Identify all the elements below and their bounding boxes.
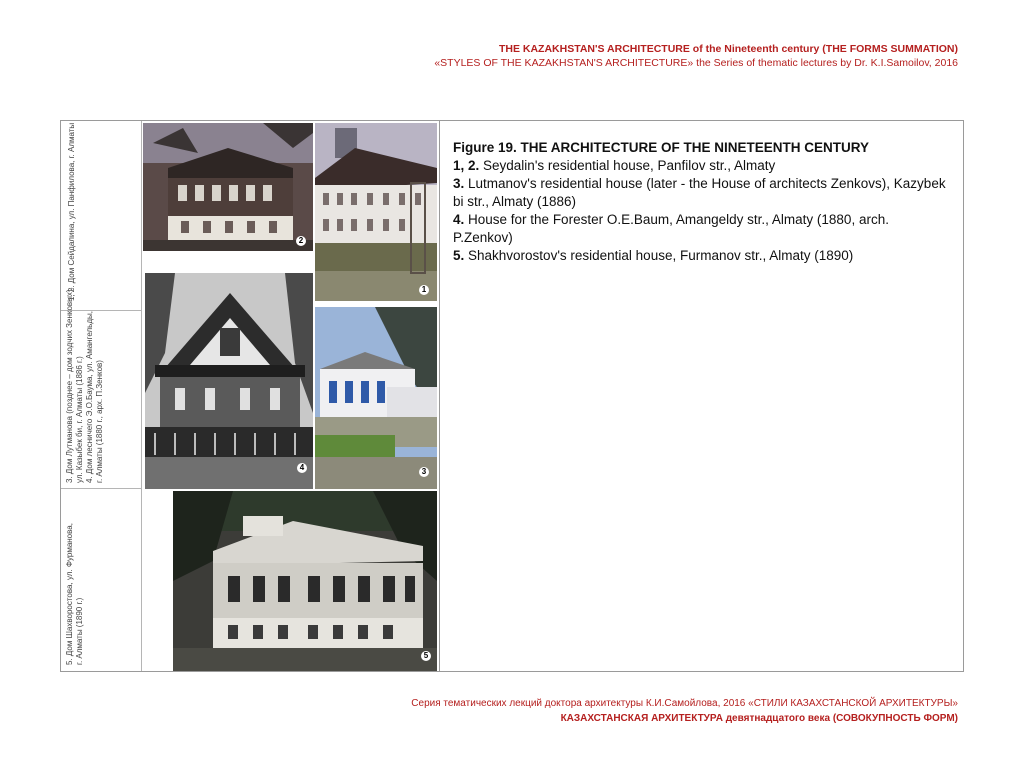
caption-item-4: [453, 211, 948, 247]
side-text-2d: г. Алматы (1880 г., арх. П.Зенков): [95, 360, 104, 483]
photo-2-number: 1: [419, 285, 429, 295]
caption-text-5: Shakhvorostov's residential house, Furmanov str., Almaty (1890): [464, 248, 854, 263]
photo-1: [143, 123, 313, 251]
side-text-2b: ул. Казыбек би, г. Алматы (1886 г.): [75, 356, 84, 483]
header-subtitle: «STYLES OF THE KAZAKHSTAN'S ARCHITECTURE» the Series of thematic lectures by Dr. K.I.Samoilov, 2016: [434, 57, 958, 69]
side-text-2c: 4. Дом лесничего Э.О.Баума, ул. Амангельды,: [85, 311, 94, 483]
footer-line-2: КАЗАХСТАНСКАЯ АРХИТЕКТУРА девятнадцатого века (СОВОКУПНОСТЬ ФОРМ): [560, 713, 958, 724]
photo-4-number: 3: [419, 467, 429, 477]
figure-caption: [453, 139, 948, 265]
photo-3-number: 4: [297, 463, 307, 473]
caption-num-1: 1, 2.: [453, 158, 480, 173]
caption-item-3: [453, 175, 948, 211]
caption-num-4: 4.: [453, 212, 465, 227]
caption-num-3: 3.: [453, 176, 465, 191]
side-text-3a: 5. Дом Шахворостова, ул. Фурманова,: [65, 523, 74, 665]
caption-text-4: House for the Forester O.E.Baum, Amangeldy str., Almaty (1880, arch. P.Zenkov): [453, 212, 889, 245]
side-text-3b: г. Алматы (1890 г.): [75, 597, 84, 665]
footer-line-1: Серия тематических лекций доктора архитектуры К.И.Самойлова, 2016 «СТИЛИ КАЗАХСТАНСКОЙ АРХИТЕКТУРЫ»: [411, 698, 958, 709]
caption-num-5: 5.: [453, 248, 465, 263]
side-cell-2: [61, 287, 141, 489]
side-text-1: 1, 2. Дом Сейдалина, ул. Панфилова, г. Алматы: [67, 122, 76, 301]
side-text-2a: 3. Дом Лутманова (позднее – дом зодчих Зенковых),: [65, 287, 74, 483]
photo-5-number: 5: [421, 651, 431, 661]
photo-1-number: 2: [296, 236, 306, 246]
caption-text-1: Seydalin's residential house, Panfilov str., Almaty: [479, 158, 776, 173]
photo-2: [315, 123, 437, 301]
side-caption-column: [61, 121, 142, 671]
caption-title: Figure 19. THE ARCHITECTURE OF THE NINETEENTH CENTURY: [453, 140, 870, 155]
figure-table: [60, 120, 964, 672]
photo-5: [173, 491, 437, 671]
caption-item-1: [453, 157, 948, 175]
caption-item-5: [453, 247, 948, 265]
photo-3: [145, 273, 313, 489]
photo-column: [141, 121, 440, 671]
side-cell-1: [61, 121, 141, 311]
caption-text-3: Lutmanov's residential house (later - the House of architects Zenkovs), Kazybek bi str., Almaty (1886): [453, 176, 946, 209]
photo-4: [315, 307, 437, 489]
header-title: THE KAZAKHSTAN'S ARCHITECTURE of the Nineteenth century (THE FORMS SUMMATION): [498, 43, 958, 55]
side-cell-3: [61, 489, 141, 673]
